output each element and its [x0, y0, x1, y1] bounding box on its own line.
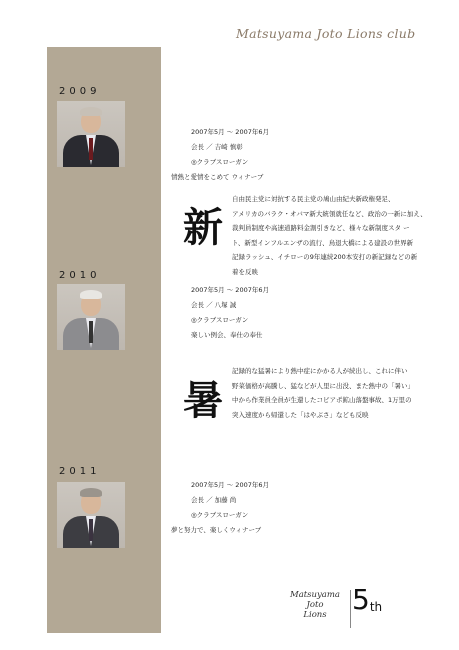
- president-info-2010: [171, 283, 269, 343]
- news-line: 自由民主党に対抗する民主党の鳩山由紀夫新政権発足、: [232, 195, 395, 203]
- news-line: 突入速度から帰還した「はやぶさ」なども反映: [232, 410, 369, 419]
- term-2010: 2007年5月 ～ 2007年6月: [191, 286, 269, 294]
- slogan-label-2011: ◎クラブスローガン: [191, 511, 249, 519]
- kanji-of-year-shin: 新: [183, 204, 223, 251]
- news-line: 中から作業員全員が生還したコピアポ鉱山落盤事故、1万里の: [232, 396, 412, 404]
- president-photo-2009: [57, 101, 125, 167]
- footer-club-line1: Matsuyama: [289, 590, 341, 600]
- president-info-2009: [171, 125, 269, 185]
- news-line: 裁判員制度や高速道路料金割引きなど、様々な新制度スタ ー: [232, 224, 410, 232]
- year-label-2011: 2011: [59, 466, 101, 477]
- kanji-of-year-sho: 暑: [183, 377, 223, 424]
- slogan-label-2009: ◎クラブスローガン: [191, 158, 249, 166]
- page-header-title: Matsuyama Joto Lions club: [236, 26, 416, 41]
- slogan-2010: 楽しい例会、奉仕の奉仕: [191, 331, 263, 339]
- news-line: 野菜価格が高騰し、猛などが人里に出没、また熱中の「暑い」: [232, 381, 414, 390]
- year-label-2010: 2010: [59, 270, 101, 281]
- footer-club-line2: Joto: [306, 600, 324, 610]
- news-line: 記録的な猛暑により熱中症にかかる人が続出し、これに伴い: [232, 367, 408, 375]
- news-line: 着を反映: [232, 267, 258, 276]
- president-name-2009: 会長 ／ 吉崎 慎彰: [191, 143, 243, 151]
- president-photo-2010: [57, 284, 125, 350]
- footer-divider: [350, 590, 351, 628]
- year-label-2009: 2009: [59, 86, 101, 97]
- term-2009: 2007年5月 ～ 2007年6月: [191, 128, 269, 136]
- anniversary-suffix: th: [369, 600, 383, 614]
- news-line: 記録ラッシュ、イチローの9年連続200本安打の新記録などの新: [232, 253, 418, 261]
- footer-club-name: [285, 590, 345, 620]
- president-info-2011: [171, 478, 269, 538]
- news-line: ト、新型インフルエンザの流行、鳥退大橋による建設の世界新: [232, 238, 414, 247]
- slogan-label-2010: ◎クラブスローガン: [191, 316, 249, 324]
- news-block-2010: [232, 364, 442, 422]
- anniversary-digit: 5: [352, 583, 370, 616]
- news-block-2009: [232, 192, 442, 279]
- slogan-2009: 情熱と愛情をこめて ウィナーブ: [171, 173, 264, 181]
- term-2011: 2007年5月 ～ 2007年6月: [191, 481, 269, 489]
- president-name-2011: 会長 ／ 加藤 尚: [191, 496, 237, 504]
- president-photo-2011: [57, 482, 125, 548]
- news-line: アメリカのバラク・オバマ新大統領就任など、政治の一新に加え、: [232, 209, 427, 218]
- footer-club-line3: Lions: [303, 610, 327, 620]
- president-name-2010: 会長 ／ 八塚 誠: [191, 301, 237, 309]
- anniversary-number: [352, 585, 382, 622]
- slogan-2011: 夢と努力で、楽しくウィナーブ: [171, 526, 262, 534]
